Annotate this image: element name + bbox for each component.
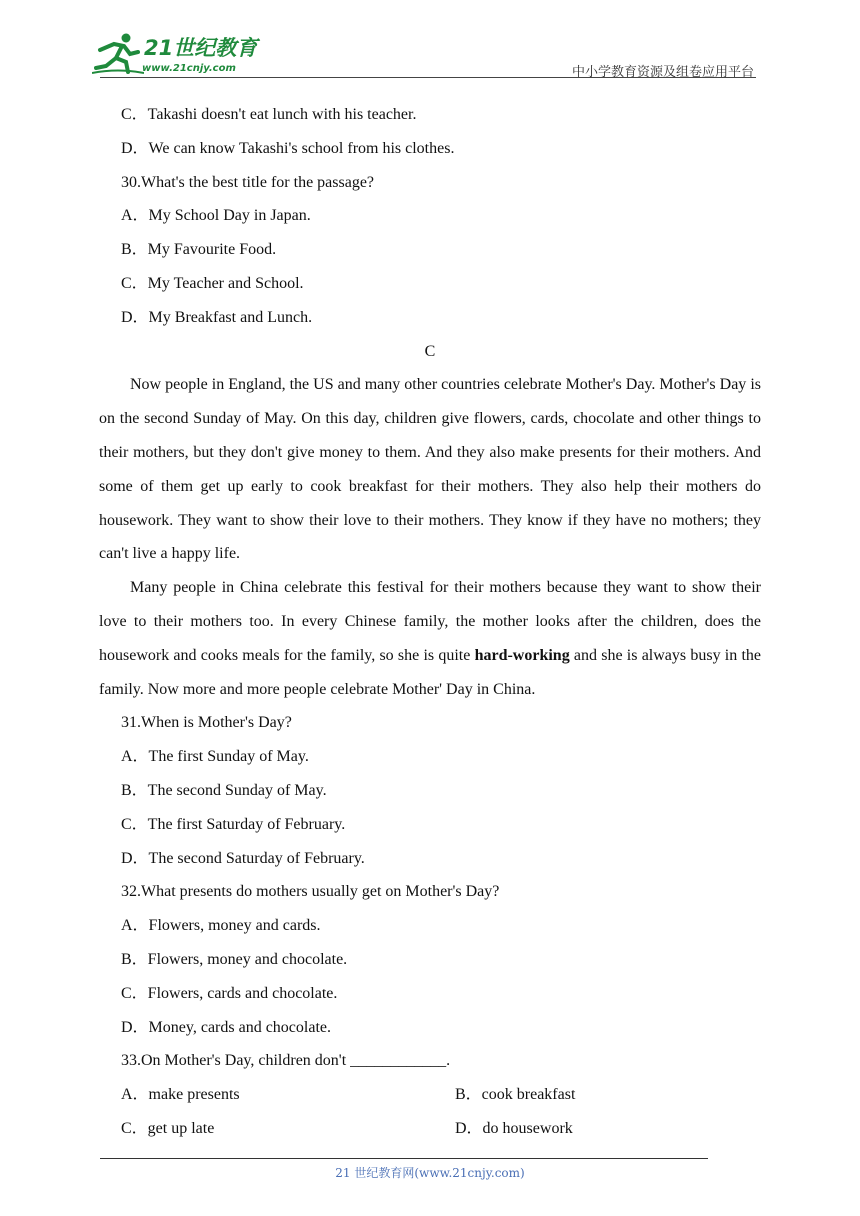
q32-option-a: A．Flowers, money and cards.: [121, 917, 321, 935]
q29-option-d: D．We can know Takashi's school from his clothes.: [121, 139, 455, 157]
footer-divider: [100, 1158, 708, 1159]
q33-option-c: C．get up late: [121, 1119, 215, 1137]
header-platform-text: 中小学教育资源及组卷应用平台: [571, 65, 754, 80]
document-body: [99, 98, 761, 1146]
q31-question: 31.When is Mother's Day?: [121, 714, 292, 732]
passage-paragraph-1: Now people in England, the US and many other countries celebrate Mother's Day. Mother's Day is on the second Sunday of May. On this day, children give flowers, cards, chocolate and other things to their mothers, but they don't give money to them. And they also make presents for their mothers. And some of them get up early to cook breakfast for their mothers. They also help their mothers do housework. They want to show their love to their mothers. They know if they have no mothers; they can't live a happy life.: [99, 376, 761, 563]
q33-options-row-2: [99, 1112, 761, 1146]
passage-bold-word: hard-working: [474, 646, 570, 664]
q29-option-c: C．Takashi doesn't eat lunch with his teacher.: [121, 106, 417, 123]
header-divider: [100, 77, 756, 78]
page-header: [0, 0, 860, 80]
site-logo[interactable]: [92, 32, 262, 78]
footer-link[interactable]: 21 世纪教育网(www.21cnjy.com): [335, 1166, 525, 1180]
passage-p2-text-after: and she is always busy in the family. Now more and more people celebrate Mother' Day in China.: [99, 646, 762, 698]
q32-option-d: D．Money, cards and chocolate.: [121, 1018, 332, 1036]
q33-question: 33.On Mother's Day, children don't ____________.: [121, 1052, 451, 1070]
logo-title: 21世纪教育: [144, 36, 258, 60]
q31-option-c: C．The first Saturday of February.: [121, 815, 346, 833]
q32-question: 32.What presents do mothers usually get on Mother's Day?: [121, 883, 500, 901]
running-man-logo-icon: [92, 32, 144, 76]
passage-paragraph-2: [99, 571, 761, 706]
q30-option-b: B．My Favourite Food.: [121, 241, 277, 259]
q32-option-c: C．Flowers, cards and chocolate.: [121, 984, 338, 1002]
q33-option-a: A．make presents: [121, 1086, 240, 1104]
q30-option-a: A．My School Day in Japan.: [121, 207, 311, 225]
q33-options-row-1: [99, 1078, 761, 1112]
q30-option-d: D．My Breakfast and Lunch.: [121, 308, 313, 326]
passage-p2-text-before: Many people in China celebrate this festival for their mothers because they want to show their love to their mothers too. In every Chinese family, the mother looks after the children, does the housework and cooks meals for the family, so she is quite: [99, 579, 761, 664]
section-c-title: C: [424, 342, 436, 360]
q32-option-b: B．Flowers, money and chocolate.: [121, 950, 348, 968]
q31-option-b: B．The second Sunday of May.: [121, 781, 327, 799]
q31-option-a: A．The first Sunday of May.: [121, 748, 309, 766]
q30-option-c: C．My Teacher and School.: [121, 274, 304, 292]
q33-option-d: D．do housework: [455, 1119, 573, 1137]
q30-question: 30.What's the best title for the passage?: [121, 173, 375, 191]
q33-option-b: B．cook breakfast: [455, 1086, 576, 1104]
q31-option-d: D．The second Saturday of February.: [121, 849, 365, 867]
logo-url: www.21cnjy.com: [142, 63, 236, 74]
